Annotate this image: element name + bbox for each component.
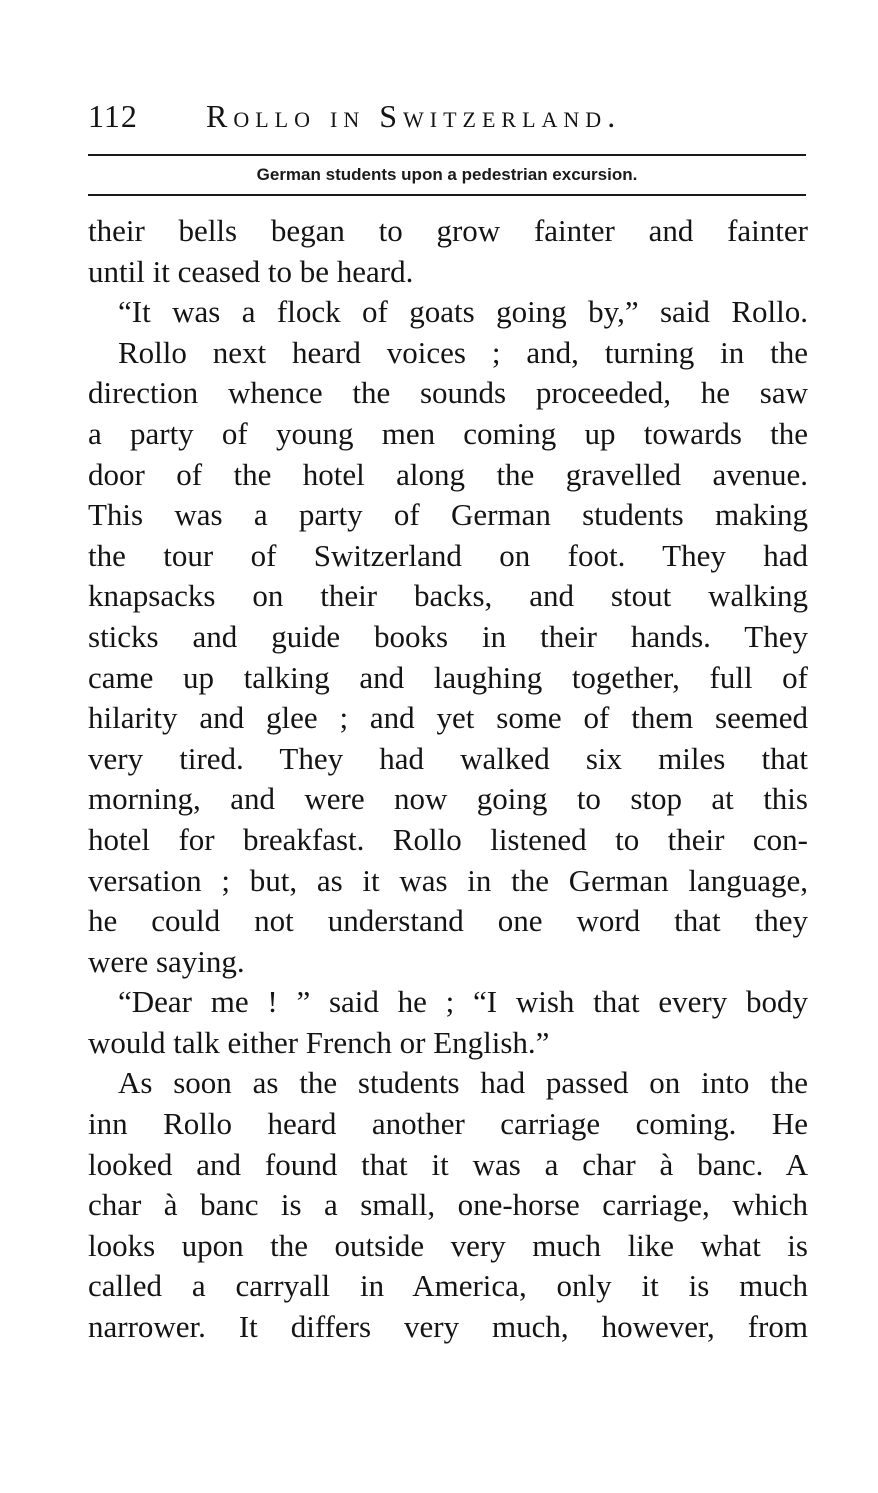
text-line: hotel for breakfast. Rollo listened to their con-	[88, 821, 808, 857]
text-line: “It was a flock of goats going by,” said Rollo.	[118, 294, 808, 330]
text-line: called a carryall in America, only it is much	[88, 1268, 808, 1304]
text-line: until it ceased to be heard.	[88, 253, 414, 289]
book-title: Rollo in Switzerland.	[206, 98, 622, 134]
text-line: Rollo next heard voices ; and, turning in the	[118, 334, 808, 370]
text-line: narrower. It differs very much, however, from	[88, 1309, 808, 1345]
page-number: 112	[88, 98, 138, 134]
text-line: knapsacks on their backs, and stout walking	[88, 578, 808, 614]
text-line: the tour of Switzerland on foot. They had	[88, 537, 808, 573]
text-line: This was a party of German students making	[88, 497, 808, 533]
text-line: a party of young men coming up towards the	[88, 415, 808, 451]
chapter-summary: German students upon a pedestrian excursion.	[256, 165, 638, 184]
text-line: came up talking and laughing together, full of	[88, 659, 808, 695]
text-line: hilarity and glee ; and yet some of them seemed	[88, 700, 808, 736]
text-line: As soon as the students had passed on into the	[118, 1065, 808, 1101]
text-line: were saying.	[88, 943, 245, 979]
text-line: he could not understand one word that they	[88, 903, 808, 939]
header-rule-top	[88, 154, 806, 156]
text-line: would talk either French or English.”	[88, 1024, 550, 1060]
header-rule-bottom	[88, 194, 806, 196]
text-line: door of the hotel along the gravelled avenue.	[88, 456, 808, 492]
body-text	[88, 211, 808, 1348]
text-line: looks upon the outside very much like what is	[88, 1227, 808, 1263]
text-line: sticks and guide books in their hands. They	[88, 618, 808, 654]
text-line: direction whence the sounds proceeded, he saw	[88, 375, 808, 411]
text-line: versation ; but, as it was in the German language,	[88, 862, 808, 898]
running-head	[88, 94, 808, 138]
text-line: inn Rollo heard another carriage coming. He	[88, 1106, 808, 1142]
text-line: their bells began to grow fainter and fainter	[88, 213, 808, 248]
text-line: morning, and were now going to stop at this	[88, 781, 808, 817]
text-line: very tired. They had walked six miles that	[88, 740, 808, 776]
text-line: looked and found that it was a char à banc. A	[88, 1146, 808, 1182]
text-line: “Dear me ! ” said he ; “I wish that every body	[118, 984, 808, 1020]
text-line: char à banc is a small, one-horse carriage, which	[88, 1187, 808, 1223]
